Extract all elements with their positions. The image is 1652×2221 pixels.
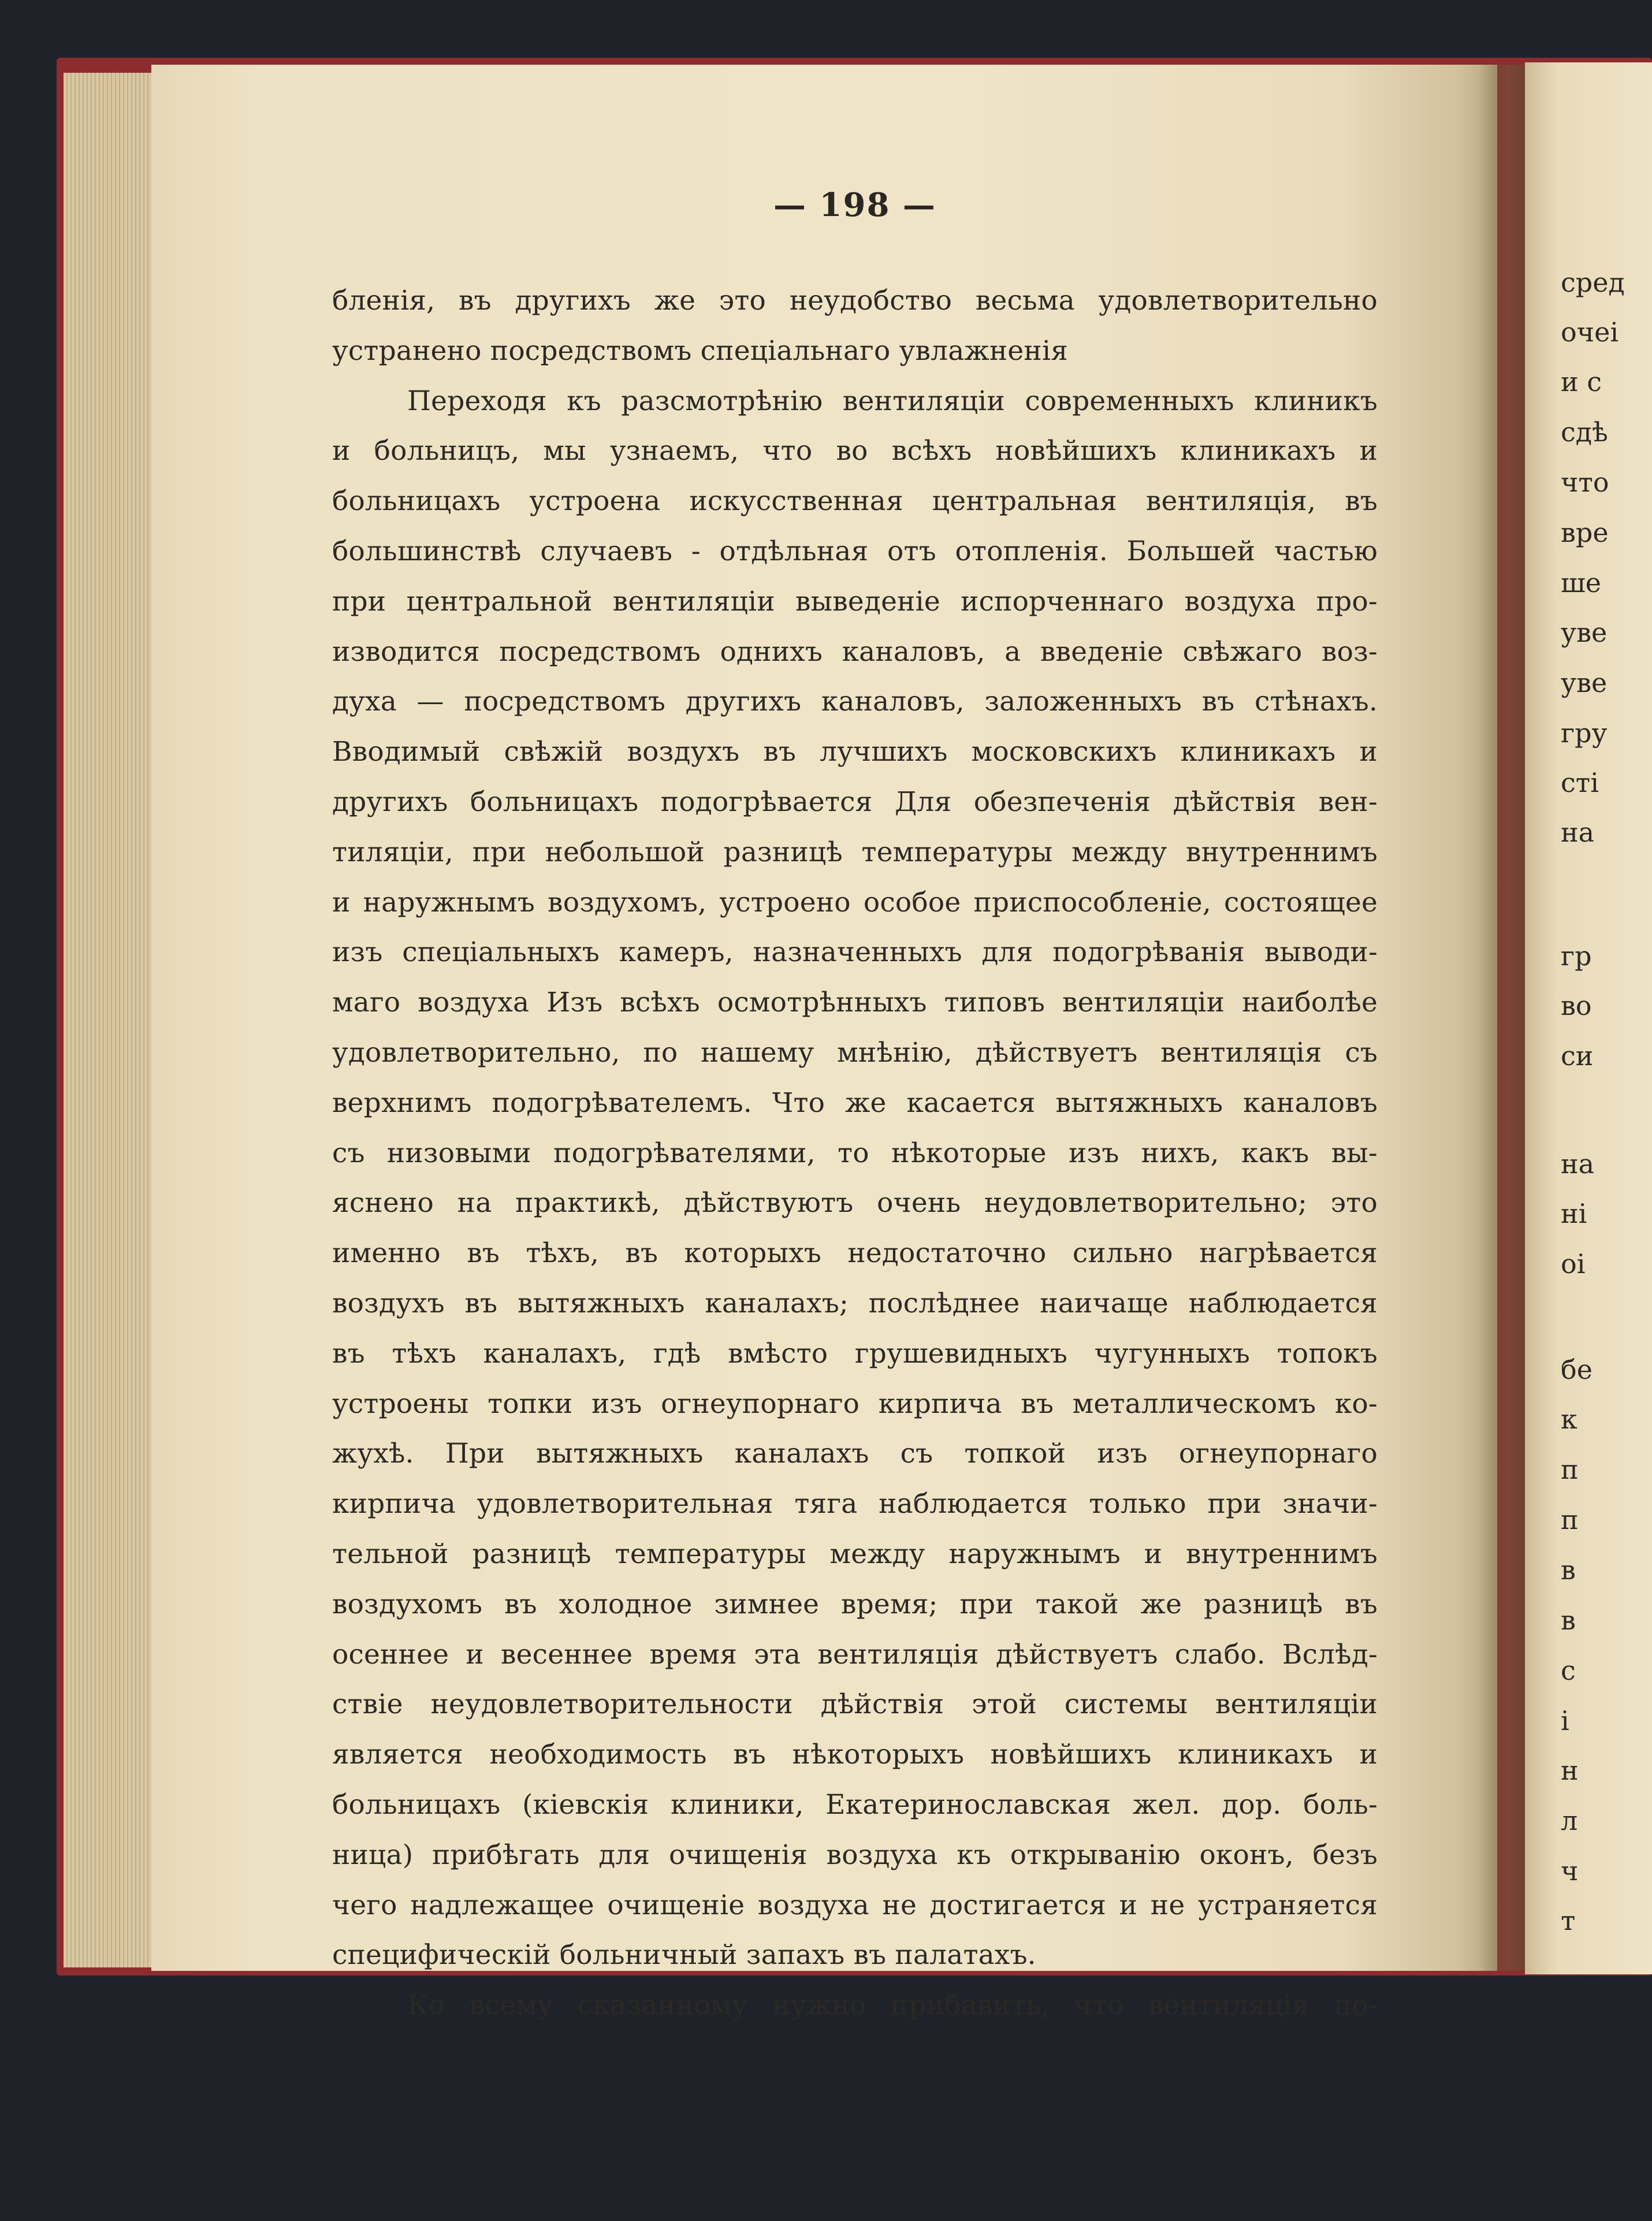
text-line: воздухъ въ вытяжныхъ каналахъ; послѣднее наичаще наблюдается — [332, 1287, 1378, 1319]
right-page-fragment: гру — [1561, 717, 1608, 749]
text-line: кирпича удовлетворительная тяга наблюдается только при значи- — [332, 1488, 1378, 1520]
text-line: верхнимъ подогрѣвателемъ. Что же касается вытяжныхъ каналовъ — [332, 1087, 1378, 1119]
right-page-fragment: т — [1561, 1905, 1576, 1936]
text-line: бленія, въ другихъ же это неудобство весьма удовлетворительно — [332, 285, 1378, 317]
right-page — [1525, 62, 1652, 1974]
text-line: тельной разницѣ температуры между наружнымъ и внутреннимъ — [332, 1538, 1378, 1570]
right-page-fragment: с — [1561, 1655, 1576, 1686]
text-line: яснено на практикѣ, дѣйствуютъ очень неудовлетворительно; это — [332, 1187, 1378, 1219]
text-line: съ низовыми подогрѣвателями, то нѣкоторые изъ нихъ, какъ вы- — [332, 1137, 1378, 1169]
right-page-fragment: и с — [1561, 366, 1602, 397]
text-line: Ко всему сказанному нужно прибавить, что вентиляція по- — [407, 1989, 1378, 2022]
right-page-fragment: л — [1561, 1805, 1578, 1836]
right-page-fragment: оі — [1561, 1248, 1586, 1279]
right-page-fragment: ше — [1561, 567, 1601, 598]
text-line: воздухомъ въ холодное зимнее время; при такой же разницѣ въ — [332, 1588, 1378, 1620]
text-line: именно въ тѣхъ, въ которыхъ недостаточно сильно нагрѣвается — [332, 1237, 1378, 1270]
right-page-fragment: сті — [1561, 767, 1599, 798]
text-line: другихъ больницахъ подогрѣвается Для обезпеченія дѣйствія вен- — [332, 786, 1378, 818]
right-page-fragment: на — [1561, 817, 1595, 848]
text-line: жухѣ. При вытяжныхъ каналахъ съ топкой изъ огнеупорнаго — [332, 1438, 1378, 1470]
right-page-fragment: п — [1561, 1454, 1579, 1485]
text-line: Переходя къ разсмотрѣнію вентиляціи современныхъ клиникъ — [407, 385, 1378, 417]
right-page-fragment: гр — [1561, 940, 1592, 972]
text-line: маго воздуха Изъ всѣхъ осмотрѣнныхъ типовъ вентиляціи наиболѣе — [332, 987, 1378, 1019]
text-line: Вводимый свѣжій воздухъ въ лучшихъ московскихъ клиникахъ и — [332, 736, 1378, 768]
text-line: тиляціи, при небольшой разницѣ температуры между внутреннимъ — [332, 836, 1378, 868]
right-page-fragment: вре — [1561, 517, 1609, 548]
text-line: при центральной вентиляціи выведеніе испорченнаго воздуха про- — [332, 585, 1378, 617]
right-page-fragment: і — [1561, 1705, 1569, 1736]
right-page-fragment: си — [1561, 1040, 1594, 1072]
text-line: ствіе неудовлетворительности дѣйствія этой системы вентиляціи — [332, 1688, 1378, 1721]
text-line: духа — посредствомъ другихъ каналовъ, заложенныхъ въ стѣнахъ. — [332, 686, 1378, 718]
right-page-fragment: уве — [1561, 617, 1608, 648]
text-line: ница) прибѣгать для очищенія воздуха къ открыванію оконъ, безъ — [332, 1839, 1378, 1871]
right-page-fragment: во — [1561, 990, 1592, 1021]
right-page-fragment: сдѣ — [1561, 416, 1608, 448]
right-page-fragment: ч — [1561, 1855, 1579, 1887]
right-page-fragment: что — [1561, 467, 1609, 498]
text-line: въ тѣхъ каналахъ, гдѣ вмѣсто грушевидныхъ чугунныхъ топокъ — [332, 1337, 1378, 1370]
right-page-fragment: п — [1561, 1504, 1579, 1535]
text-line: изъ спеціальныхъ камеръ, назначенныхъ для подогрѣванія выводи- — [332, 936, 1378, 969]
text-line: осеннее и весеннее время эта вентиляція дѣйствуетъ слабо. Вслѣд- — [332, 1638, 1378, 1671]
page-stack-edge — [64, 73, 156, 1967]
right-page-fragment: в — [1561, 1554, 1576, 1586]
text-line: больницахъ (кіевскія клиники, Екатеринославская жел. дор. боль- — [332, 1788, 1378, 1821]
book-gutter-shadow — [1479, 65, 1531, 1971]
body-text — [332, 276, 1378, 2031]
right-page-fragment: сред — [1561, 267, 1625, 298]
right-page-fragment: очеі — [1561, 317, 1619, 348]
text-line: больницахъ устроена искусственная центральная вентиляція, въ — [332, 485, 1378, 518]
right-page-fragment: к — [1561, 1404, 1577, 1435]
text-line: и больницъ, мы узнаемъ, что во всѣхъ новѣйшихъ клиникахъ и — [332, 435, 1378, 467]
right-page-fragment: на — [1561, 1148, 1595, 1180]
right-page-fragment: н — [1561, 1755, 1579, 1786]
right-page-fragment: ні — [1561, 1198, 1587, 1229]
text-line: устранено посредствомъ спеціальнаго увлажненія — [332, 334, 1069, 367]
text-line: чего надлежащее очищеніе воздуха не достигается и не устраняется — [332, 1889, 1378, 1921]
text-line: специфическій больничный запахъ въ палатахъ. — [332, 1939, 1036, 1971]
text-line: большинствѣ случаевъ - отдѣльная отъ отопленія. Большей частью — [332, 535, 1378, 567]
text-line: изводится посредствомъ однихъ каналовъ, а введеніе свѣжаго воз- — [332, 635, 1378, 668]
right-page-fragment: бе — [1561, 1354, 1593, 1385]
right-page-fragment: уве — [1561, 667, 1608, 698]
text-line: устроены топки изъ огнеупорнаго кирпича въ металлическомъ ко- — [332, 1387, 1378, 1420]
text-line: и наружнымъ воздухомъ, устроено особое приспособленіе, состоящее — [332, 886, 1378, 918]
page-number: — 198 — — [773, 186, 936, 224]
right-page-fragment: в — [1561, 1605, 1576, 1636]
text-line: удовлетворительно, по нашему мнѣнію, дѣйствуетъ вентиляція съ — [332, 1036, 1378, 1069]
text-line: является необходимость въ нѣкоторыхъ новѣйшихъ клиникахъ и — [332, 1739, 1378, 1771]
